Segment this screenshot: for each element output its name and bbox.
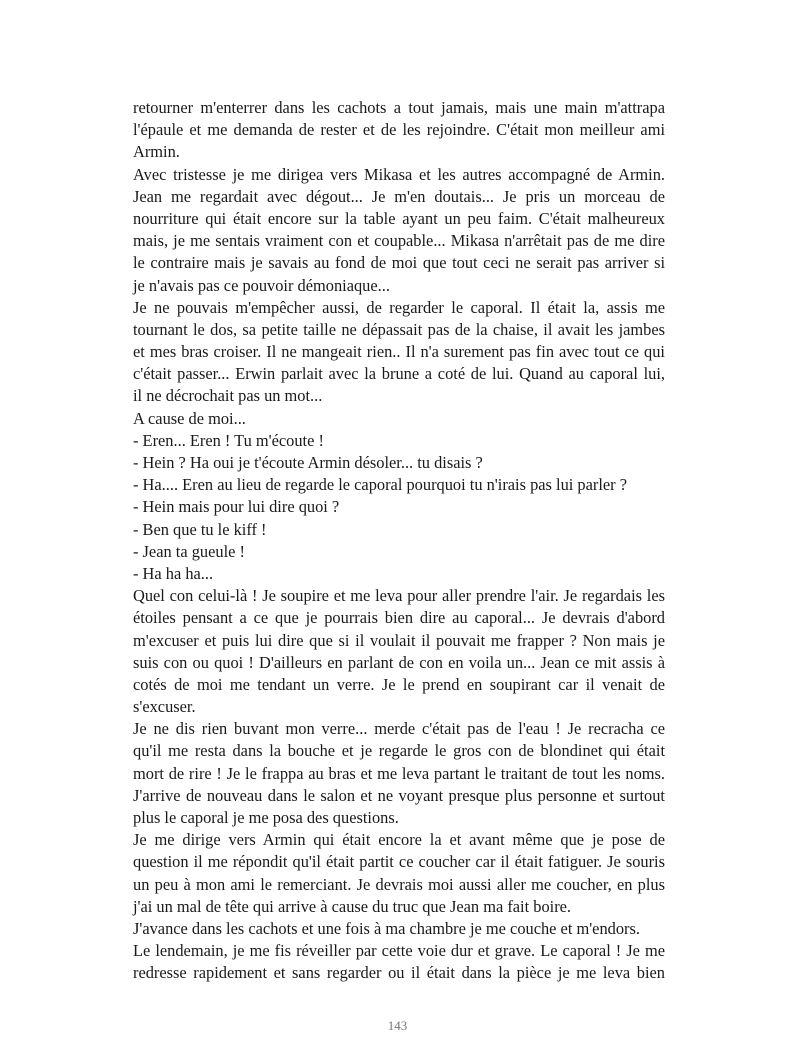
text-line: Avec tristesse je me dirigea vers Mikasa et les autres accompagné de Armin. bbox=[133, 164, 665, 184]
text-line: - Ha.... Eren au lieu de regarde le caporal pourquoi tu n'irais pas lui parler ? bbox=[133, 475, 628, 495]
text-line: tournant le dos, sa petite taille ne dépassait pas de la chaise, il avait les jambes bbox=[133, 319, 665, 339]
text-line: cotés de moi me tendant un verre. Je le prend en soupirant car il venait de bbox=[133, 674, 665, 694]
text-line: m'excuser et puis lui dire que si il voulait il pouvait me frapper ? Non mais je bbox=[133, 630, 665, 650]
text-line: plus le caporal je me posa des questions. bbox=[133, 808, 399, 827]
text-line: - Hein ? Ha oui je t'écoute Armin désoler... tu disais ? bbox=[133, 453, 483, 472]
text-line: qu'il me resta dans la bouche et je regarde le gros con de blondinet qui était bbox=[133, 741, 665, 761]
text-line: - Eren... Eren ! Tu m'écoute ! bbox=[133, 430, 324, 450]
text-line: mais, je me sentais vraiment con et coupable... Mikasa n'arrêtait pas de me dire bbox=[133, 231, 665, 251]
text-line: - Ha ha ha... bbox=[133, 563, 214, 583]
text-line: A cause de moi... bbox=[133, 408, 246, 428]
text-line: retourner m'enterrer dans les cachots a tout jamais, mais une main m'attrapa bbox=[133, 98, 665, 117]
text-line: l'épaule et me demanda de rester et de les rejoindre. C'était mon meilleur ami bbox=[133, 120, 665, 140]
text-line: il ne décrochait pas un mot... bbox=[133, 386, 323, 406]
body-text bbox=[133, 97, 665, 985]
page-number: 143 bbox=[387, 1018, 408, 1033]
text-line: Le lendemain, je me fis réveiller par cette voie dur et grave. Le caporal ! Je me bbox=[133, 941, 665, 961]
text-line: j'ai un mal de tête qui arrive à cause du truc que Jean ma fait boire. bbox=[133, 896, 572, 916]
text-line: redresse rapidement et sans regarder ou il était dans la pièce je me leva bien bbox=[133, 963, 665, 983]
text-line: un peu à mon ami le remerciant. Je devrais moi aussi aller me coucher, en plus bbox=[133, 874, 665, 894]
text-line: Quel con celui-là ! Je soupire et me leva pour aller prendre l'air. Je regardais les bbox=[133, 586, 665, 606]
text-line: nourriture qui était encore sur la table ayant un peu faim. C'était malheureux bbox=[133, 208, 665, 228]
text-line: Jean me regardait avec dégout... Je m'en doutais... Je pris un morceau de bbox=[133, 186, 665, 206]
text-line: - Jean ta gueule ! bbox=[133, 541, 245, 561]
text-line: J'avance dans les cachots et une fois à ma chambre je me couche et m'endors. bbox=[133, 918, 640, 938]
text-line: Armin. bbox=[133, 142, 180, 162]
text-line: étoiles pensant a ce que je pourrais bien dire au caporal... Je devrais d'abord bbox=[133, 608, 665, 628]
text-line: Je ne pouvais m'empêcher aussi, de regarder le caporal. Il était la, assis me bbox=[133, 297, 665, 317]
text-line: c'était passer... Erwin parlait avec la brune a coté de lui. Quand au caporal lui, bbox=[133, 364, 665, 384]
text-line: J'arrive de nouveau dans le salon et ne voyant presque plus personne et surtout bbox=[133, 785, 665, 805]
text-line: - Hein mais pour lui dire quoi ? bbox=[133, 497, 340, 517]
text-line: mort de rire ! Je le frappa au bras et me leva partant le traitant de tout les noms. bbox=[133, 763, 665, 783]
text-line: Je me dirige vers Armin qui était encore la et avant même que je pose de bbox=[133, 830, 665, 850]
text-line: je n'avais pas ce pouvoir démoniaque... bbox=[133, 275, 390, 295]
text-line: et mes bras croiser. Il ne mangeait rien.. Il n'a surement pas fin avec tout ce qui bbox=[133, 342, 665, 362]
text-line: Je ne dis rien buvant mon verre... merde c'était pas de l'eau ! Je recracha ce bbox=[133, 719, 665, 739]
text-line: question il me répondit qu'il était partit ce coucher car il était fatiguer. Je souris bbox=[133, 852, 665, 872]
text-line: - Ben que tu le kiff ! bbox=[133, 519, 267, 539]
text-line: s'excuser. bbox=[133, 697, 196, 717]
text-line: suis con ou quoi ! D'ailleurs en parlant de con en voila un... Jean ce mit assis à bbox=[133, 652, 665, 672]
text-line: le contraire mais je savais au fond de moi que tout ceci ne serait pas arriver si bbox=[133, 253, 665, 273]
